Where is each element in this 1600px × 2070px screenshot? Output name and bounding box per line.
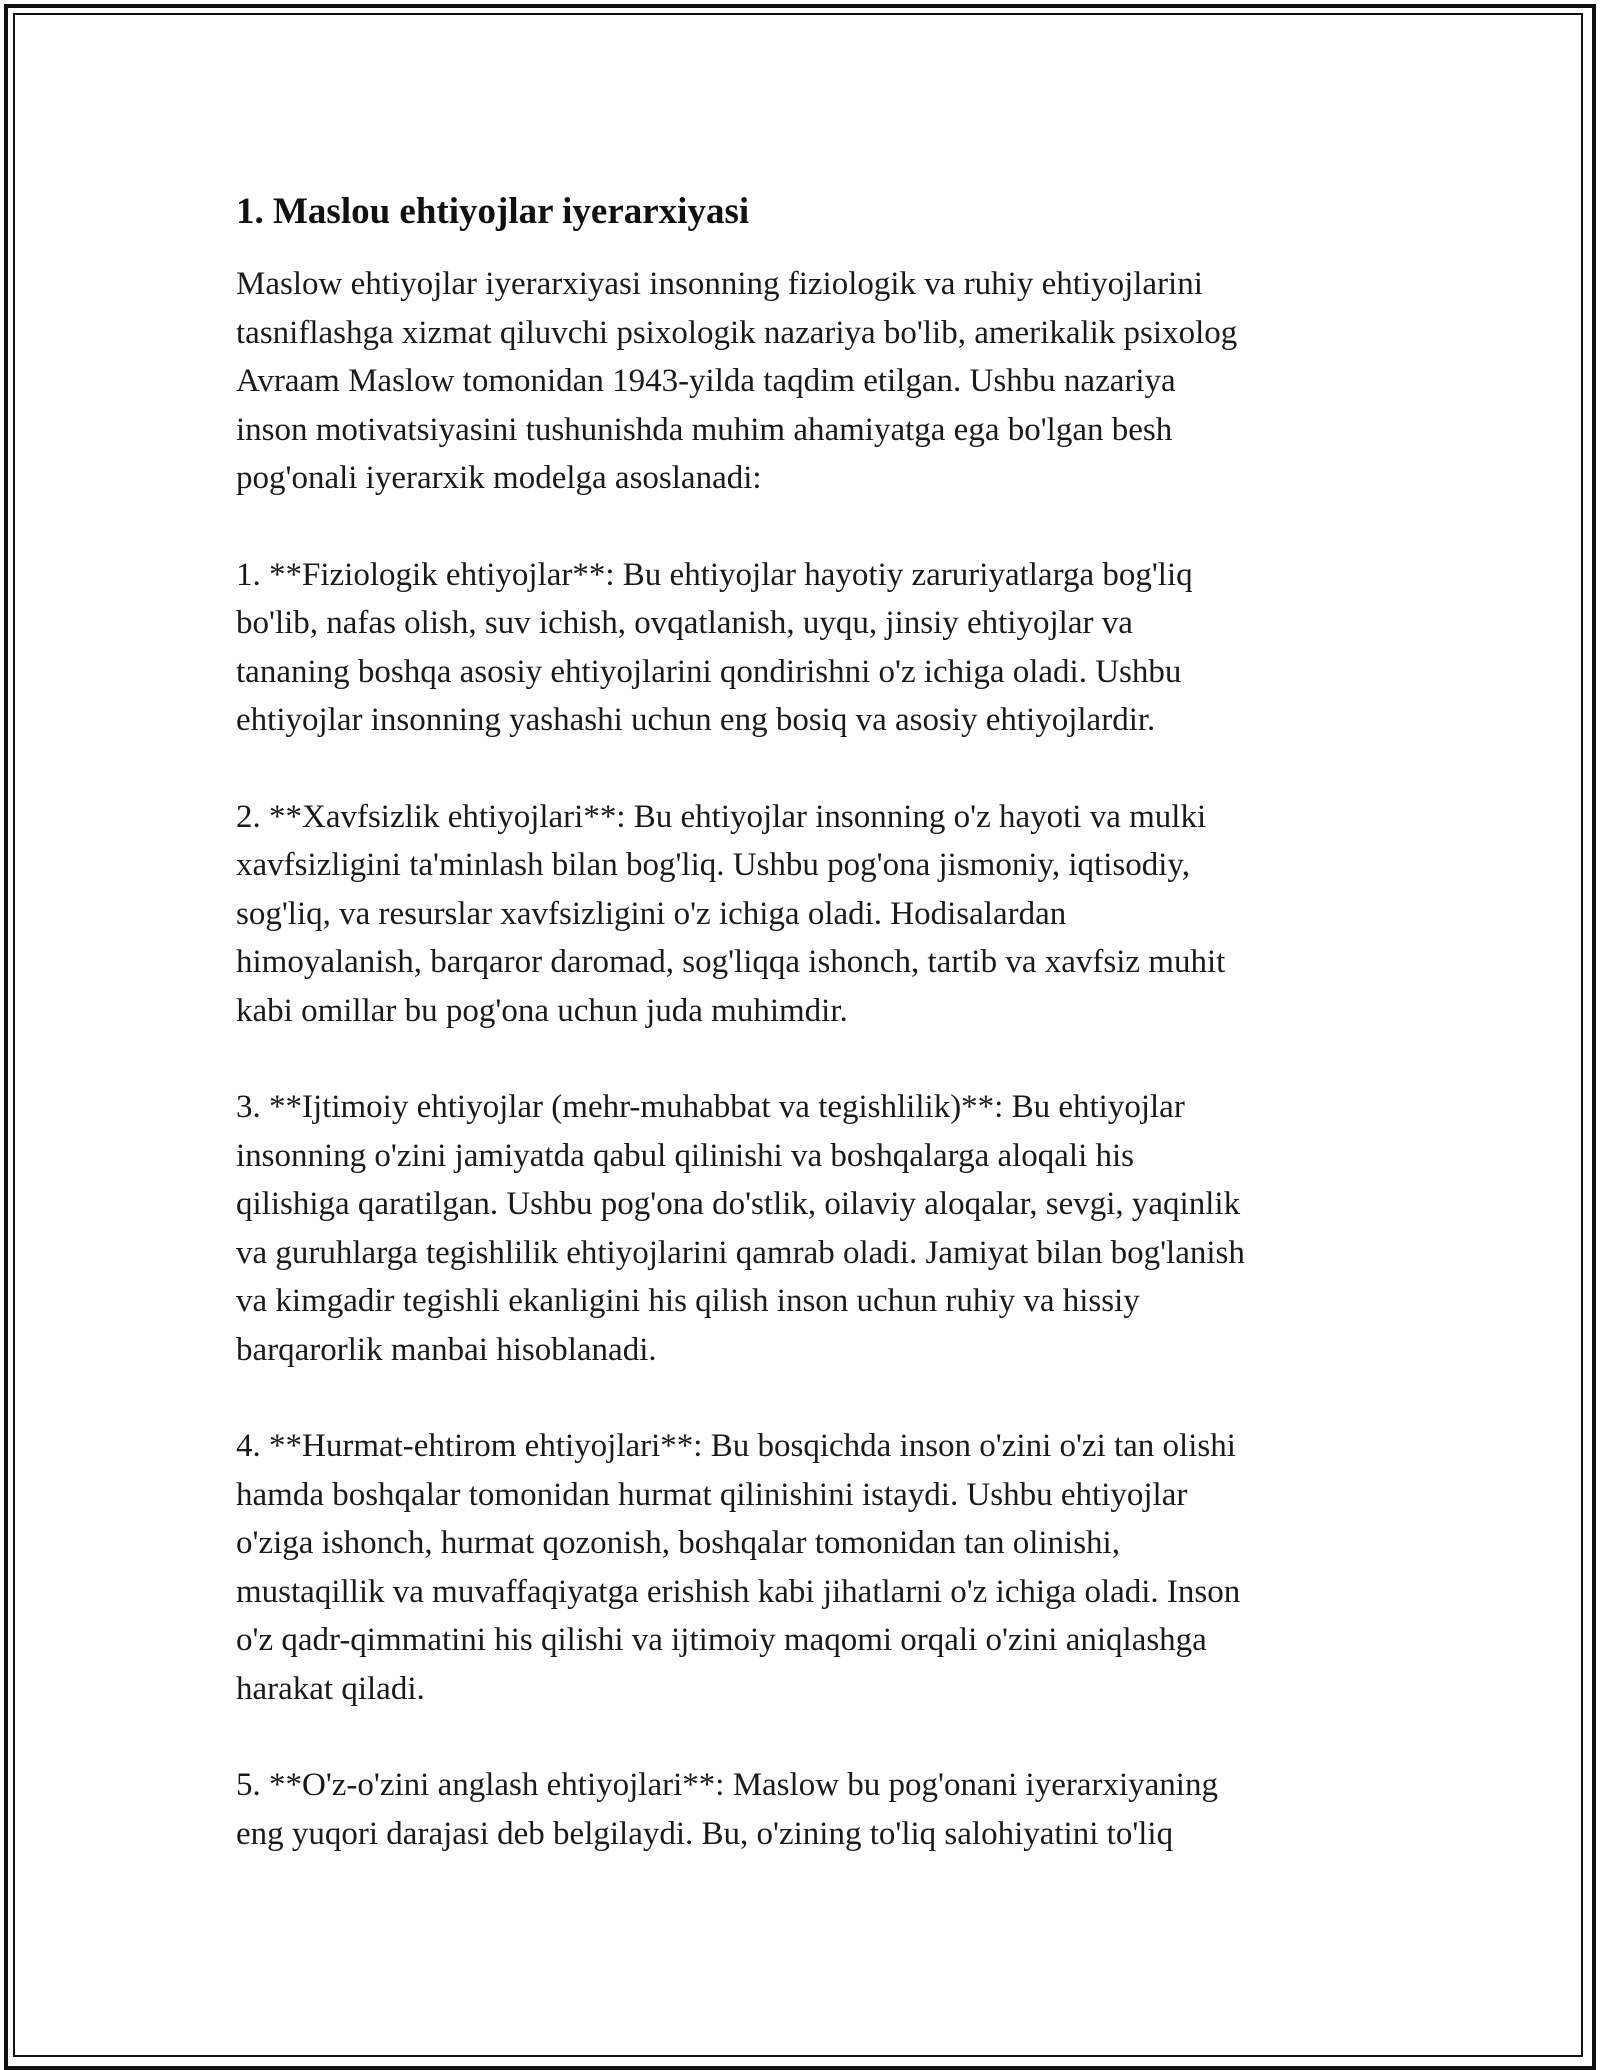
text-line: sog'liq, va resurslar xavfsizligini o'z ichiga oladi. Hodisalardan [236,895,1067,932]
intro-paragraph [236,260,1366,503]
text-line: o'ziga ishonch, hurmat qozonish, boshqalar tomonidan tan olinishi, [236,1525,1120,1561]
section-heading: 1. Maslou ehtiyojlar iyerarxiyasi [236,191,750,232]
text-line: 4. **Hurmat-ehtirom ehtiyojlari**: Bu bosqichda inson o'zini o'zi tan olishi [236,1428,1236,1464]
text-line: kabi omillar bu pog'ona uchun juda muhimdir. [236,992,848,1029]
esteem-needs-paragraph [236,1422,1366,1713]
text-line: ehtiyojlar insonning yashashi uchun eng bosiq va asosiy ehtiyojlardir. [236,702,1156,738]
text-line: Avraam Maslow tomonidan 1943-yilda taqdim etilgan. Ushbu nazariya [236,363,1176,399]
text-line: mustaqillik va muvaffaqiyatga erishish kabi jihatlarni o'z ichiga oladi. Inson [236,1573,1241,1610]
text-line: qilishiga qaratilgan. Ushbu pog'ona do'stlik, oilaviy aloqalar, sevgi, yaqinlik [236,1186,1241,1222]
text-line: 5. **O'z-o'zini anglash ehtiyojlari**: Maslow bu pog'onani iyerarxiyaning [236,1767,1218,1803]
safety-needs-paragraph [236,793,1366,1036]
text-line: tananing boshqa asosiy ehtiyojlarini qondirishni o'z ichiga oladi. Ushbu [236,653,1182,690]
text-line: insonning o'zini jamiyatda qabul qilinishi va boshqalarga aloqali his [236,1137,1135,1174]
text-line: va kimgadir tegishli ekanligini his qilish inson uchun ruhiy va hissiy [236,1283,1140,1319]
text-line: 3. **Ijtimoiy ehtiyojlar (mehr-muhabbat va tegishlilik)**: Bu ehtiyojlar [236,1089,1185,1125]
text-line: hamda boshqalar tomonidan hurmat qilinishini istaydi. Ushbu ehtiyojlar [236,1476,1188,1513]
text-line: tasniflashga xizmat qiluvchi psixologik nazariya bo'lib, amerikalik psixolog [236,314,1238,351]
text-line: pog'onali iyerarxik modelga asoslanadi: [236,460,762,496]
text-line: o'z qadr-qimmatini his qilishi va ijtimoiy maqomi orqali o'zini aniqlashga [236,1622,1207,1658]
text-line: harakat qiladi. [236,1670,425,1707]
text-line: 1. **Fiziologik ehtiyojlar**: Bu ehtiyojlar hayotiy zaruriyatlarga bog'liq [236,556,1193,593]
social-needs-paragraph [236,1083,1366,1374]
self-actualization-paragraph [236,1761,1366,1858]
text-line: eng yuqori darajasi deb belgilaydi. Bu, o'zining to'liq salohiyatini to'liq [236,1815,1174,1852]
text-line: xavfsizligini ta'minlash bilan bog'liq. Ushbu pog'ona jismoniy, iqtisodiy, [236,847,1191,883]
text-line: barqarorlik manbai hisoblanadi. [236,1331,657,1368]
text-line: 2. **Xavfsizlik ehtiyojlari**: Bu ehtiyojlar insonning o'z hayoti va mulki [236,798,1207,835]
text-line: Maslow ehtiyojlar iyerarxiyasi insonning fiziologik va ruhiy ehtiyojlarini [236,266,1203,302]
document-body [236,188,1366,1906]
text-line: himoyalanish, barqaror daromad, sog'liqqa ishonch, tartib va xavfsiz muhit [236,944,1226,980]
physiological-needs-paragraph [236,551,1366,745]
text-line: va guruhlarga tegishlilik ehtiyojlarini qamrab oladi. Jamiyat bilan bog'lanish [236,1234,1245,1271]
text-line: bo'lib, nafas olish, suv ichish, ovqatlanish, uyqu, jinsiy ehtiyojlar va [236,605,1133,641]
text-line: inson motivatsiyasini tushunishda muhim ahamiyatga ega bo'lgan besh [236,411,1173,448]
